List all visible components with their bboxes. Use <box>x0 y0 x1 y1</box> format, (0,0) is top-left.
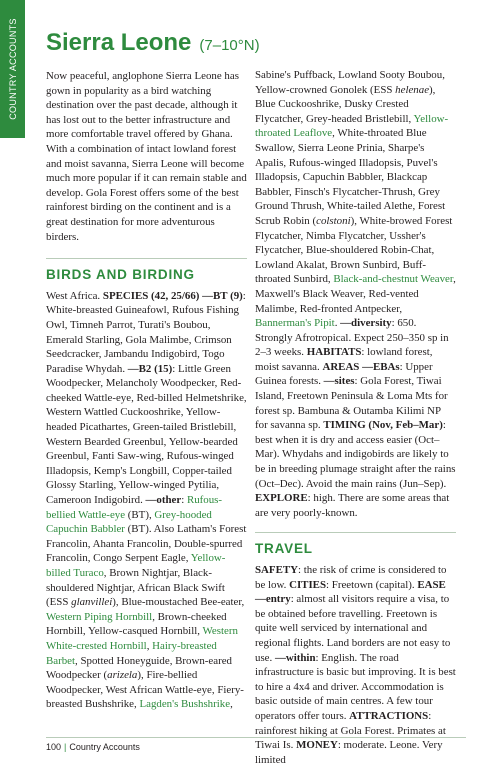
species-link: Black-and-chestnut Weaver <box>333 273 454 286</box>
species-link: Western Piping Hornbill <box>46 610 153 623</box>
text: , White-throated Blue Swallow, Sierra Leone Prinia, Sharpe's Apalis, Rufous-winged Illadopsis, Puvel's Illadopsis, Capuchin Babbler, Blackcap Babbler, Finsch's Flycatcher-Thrush, Grey Ground Thrush, White-tailed Alethe, Forest Scrub Robin ( <box>255 127 446 227</box>
cities-key: CITIES <box>289 578 327 591</box>
text: . <box>334 317 341 330</box>
text: : almost all visitors require a visa, to be obtained before travelling. Freetown is quite well serviced by international and regional flights. Land borders are not easy to use. <box>255 593 451 664</box>
text: , Maxwell's Black Weaver, Red-vented Malimbe, Red-fronted Antpecker, <box>255 273 456 315</box>
attractions-key: ATTRACTIONS <box>349 709 429 722</box>
text: : best when it is dry and access easier (Oct–Mar). Whydahs and indigobirds are likely to be in breeding plumage straight after the rains (Oct–Dec). Avoid the main rains (Jun–Sep). <box>255 419 456 490</box>
species-link: Grey-hooded Capuchin Babbler <box>46 508 212 536</box>
text: : <box>181 494 187 507</box>
text: ), Fire-bellied Woodpecker, West African Wattle-eye, Fiery-breasted Bushshrike, <box>46 669 244 711</box>
areas-key: AREAS —EBAs <box>322 360 400 373</box>
intro-paragraph: Now peaceful, anglophone Sierra Leone has gown in popularity as a bird watching destination over the past decade, although it has lost out to the better infrastructure and more comfortable travel offered by Ghana. With a combination of intact lowland forest and moist savanna, Sierra Leone will become much more popular if it can remain stable and develop. Gola Forest offers some of the best rainforest birding on the continent and is a great destination for more adventurous birders. <box>46 70 247 243</box>
travel-paragraph <box>255 563 456 765</box>
text: , Brown-cheeked Hornbill, Yellow-casqued Hornbill, <box>46 610 227 638</box>
page-number: 100 <box>46 742 62 752</box>
subspecies: colstoni <box>316 214 351 227</box>
text: : 650. Strongly Afrotropical. Expect 250–350 sp in 2–3 weeks. <box>255 317 449 359</box>
subspecies: helenae <box>395 83 430 96</box>
within-key: —within <box>274 651 316 664</box>
text: : English. The road infrastructure is basic but improving. It is best to hire a 4x4 and driver. Accommodation is basic outside of main centres. A few tour operators offer tours. <box>255 651 456 722</box>
side-tab <box>0 0 25 138</box>
footer-section: Country Accounts <box>69 742 140 752</box>
species-link: Bannerman's Pipit <box>255 317 335 330</box>
text: ), White-browed Forest Flycatcher, Nimba Flycatcher, Ussher's Flycatcher, Blue-shouldered Robin-Chat, Lowland Akalat, Brown Sunbird, Buff-throated Sunbird, <box>255 214 453 286</box>
text: : rainforest hiking at Gola Forest. Primates at Tiwai Is. <box>255 709 446 752</box>
text: ), Blue Cuckooshrike, Dusky Crested Flycatcher, Grey-headed Bristlebill, <box>255 83 436 125</box>
other-key: —other <box>145 494 182 507</box>
right-column <box>255 68 456 765</box>
text: , Spotted Honeyguide, Brown-eared Woodpecker ( <box>46 654 232 682</box>
footer-separator: | <box>64 742 67 752</box>
birds-paragraph-continued <box>255 68 456 520</box>
text: ), Blue-moustached Bee-eater, <box>112 596 245 609</box>
subspecies: glanvillei <box>71 596 113 609</box>
text: (BT), <box>125 508 155 521</box>
page-subtitle: (7–10°N) <box>199 37 260 54</box>
page-header <box>46 29 466 57</box>
habitats-key: HABITATS <box>306 346 362 359</box>
species-link: Rufous-bellied Wattle-eye <box>46 494 223 521</box>
travel-heading: TRAVEL <box>255 532 456 557</box>
text: , <box>146 639 153 652</box>
money-key: MONEY <box>296 739 338 752</box>
text: : high. There are some areas that are very poorly-known. <box>255 492 450 519</box>
page-footer <box>46 737 466 752</box>
text: West Africa. <box>46 289 103 302</box>
birds-heading: BIRDS AND BIRDING <box>46 258 247 283</box>
text: Sabine's Puffback, Lowland Sooty Boubou, Yellow-crowned Gonolek (ESS <box>255 69 445 96</box>
species-link: Lagden's Bushshrike <box>139 698 231 711</box>
birds-paragraph <box>46 289 247 712</box>
b2-key: —B2 (15) <box>127 362 173 375</box>
left-column <box>46 68 247 724</box>
text: : Little Green Woodpecker, Melancholy Woodpecker, Red-cheeked Wattle-eye, Red-billed Helmetshrike, Western Wattled Cuckooshrike, Yellow-headed Picathartes, Green-tailed Bristlebill, Western Bearded Greenbul, Yellow-bearded Greenbul, Fanti Saw-wing, Rufous-winged Illadopsis, Kemp's Longbill, Copper-tailed Glossy Starling, Yellow-winged Pytilia, Cameroon Indigobird. <box>46 362 247 507</box>
text: , Brown Nightjar, Black-shouldered Nightjar, African Black Swift (ESS <box>46 567 225 609</box>
text: : the risk of crime is considered to be low. <box>255 564 447 591</box>
species-link: Yellow-billed Turaco <box>46 552 226 579</box>
sites-key: —sites <box>323 375 355 388</box>
species-link: Hairy-breasted Barbet <box>46 639 217 667</box>
text: (BT). Also Latham's Forest Francolin, Ahanta Francolin, Double-spurred Francolin, Congo Serpent Eagle, <box>46 523 247 565</box>
explore-key: EXPLORE <box>255 492 308 505</box>
text: , <box>230 698 233 711</box>
species-link: Yellow-throated Leaflove <box>255 112 449 140</box>
text: : Freetown (capital). <box>326 578 418 591</box>
text: : White-breasted Guineafowl, Rufous Fishing Owl, Timneh Parrot, Turati's Boubou, Emerald Starling, Gola Malimbe, Crimson Seedcracker, Jambandu Indigobird, Togo Paradise Whydah. <box>46 289 246 375</box>
species-key: SPECIES (42, 25/66) —BT (9) <box>102 289 243 302</box>
subspecies: arizela <box>107 669 138 682</box>
text: : moderate. Leone. Very limited <box>255 739 443 765</box>
ease-key: EASE —entry <box>255 578 446 606</box>
side-tab-label: COUNTRY ACCOUNTS <box>7 18 18 120</box>
page-title: Sierra Leone <box>46 29 192 56</box>
safety-key: SAFETY <box>255 564 298 576</box>
text: : Upper Guinea forests. <box>255 360 433 388</box>
text: : Gola Forest, Tiwai Island, Freetown Peninsula & Loma Mts for forest sp. Bambuna & Outamba Kilimi NP for savanna sp. <box>255 375 448 432</box>
timing-key: TIMING (Nov, Feb–Mar) <box>323 419 443 432</box>
text: : lowland forest, moist savanna. <box>255 346 433 373</box>
diversity-key: —diversity <box>340 317 392 330</box>
species-link: Western White-crested Hornbill <box>46 625 238 652</box>
